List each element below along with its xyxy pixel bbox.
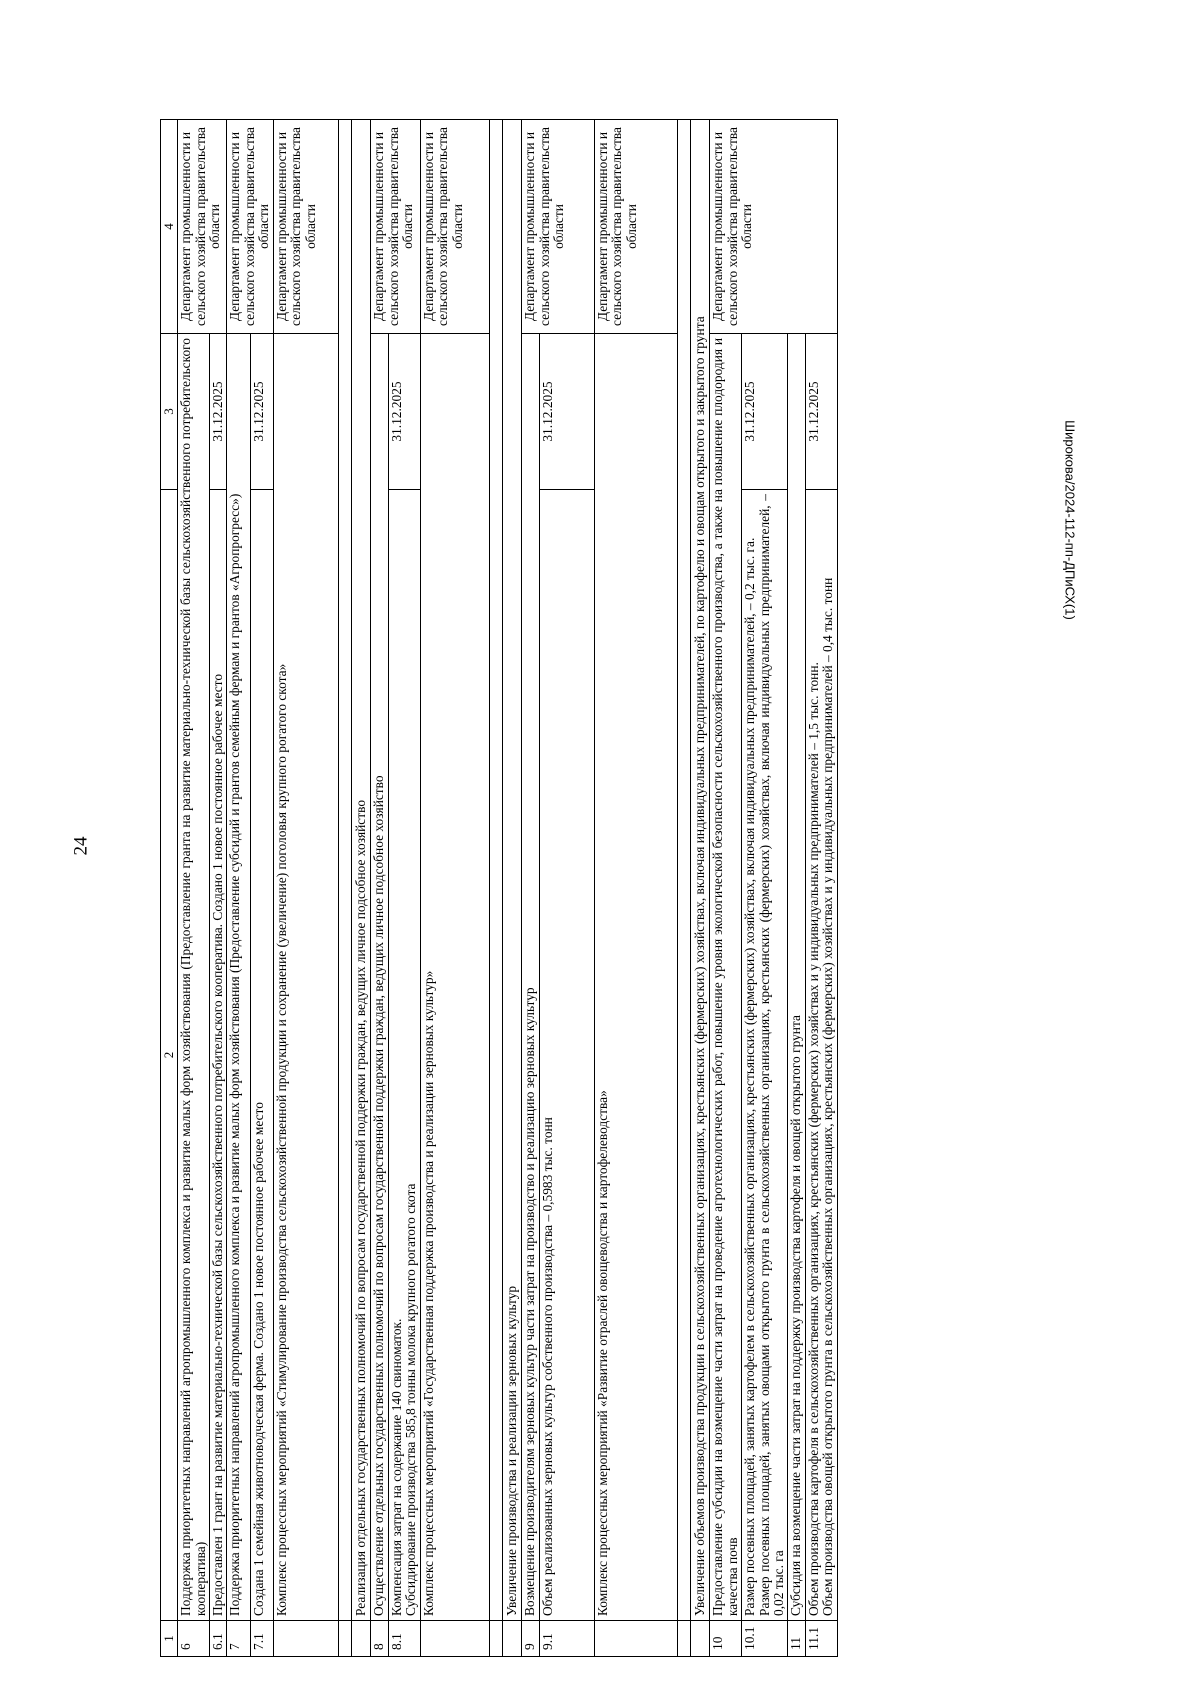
responsible-department: Департамент промышленности и сельского хозяйства правительства области	[371, 120, 420, 334]
table-row	[227, 120, 250, 1657]
text-line: Объем производства овощей открытого грунта в сельскохозяйственных организациях, крестьянских (фермерских) хозяйствах и у индивидуальных предпринимателей – 0,4 тыс. тонн	[820, 577, 836, 1616]
row-number: 11	[788, 1621, 805, 1657]
responsible-department: Департамент промышленности и сельского хозяйства правительства области	[710, 120, 838, 334]
complex-title: Комплекс процессных мероприятий «Государственная поддержка производства и реализации зерновых культур»	[420, 334, 489, 1621]
row-number: 7.1	[250, 1621, 273, 1657]
row-number: 9	[522, 1621, 539, 1657]
table-row	[388, 120, 420, 1657]
footer-text: Широкова/2024-112-пп-ДПиСХ(1)	[1062, 420, 1078, 620]
row-text	[250, 490, 273, 1621]
table-row	[178, 120, 210, 1657]
document-footer	[1050, 290, 1090, 750]
table-row	[594, 120, 677, 1657]
section-title: Увеличение производства и реализации зерновых культур	[502, 120, 521, 1621]
row-number: 6	[178, 1621, 210, 1657]
row-text: Возмещение производителям зерновых культур части затрат на производство и реализацию зерновых культур	[522, 334, 539, 1621]
text-line: Компенсация затрат на содержание 140 свиноматок.	[388, 1318, 404, 1616]
page-number: 24	[70, 836, 92, 856]
column-number: 4	[161, 120, 178, 334]
row-number: 8	[371, 1621, 388, 1657]
due-date: 31.12.2025	[250, 334, 273, 490]
responsible-department: Департамент промышленности и сельского хозяйства правительства области	[178, 120, 227, 334]
row-text	[388, 490, 420, 1621]
table-row	[209, 120, 226, 1657]
due-date: 31.12.2025	[805, 334, 837, 490]
table-row	[788, 120, 805, 1657]
row-text	[178, 334, 210, 1621]
responsible-department: Департамент промышленности и сельского хозяйства правительства области	[420, 120, 489, 334]
complex-title: Комплекс процессных мероприятий «Развитие отраслей овощеводства и картофелеводства»	[594, 334, 677, 1621]
section-title	[690, 120, 709, 1621]
responsible-department: Департамент промышленности и сельского хозяйства правительства области	[273, 120, 338, 334]
table-row	[805, 120, 837, 1657]
text-line: Субсидирование производства 585,8 тонны молока крупного рогатого скота	[403, 1183, 419, 1616]
text-line: Размер посевных площадей, занятых овощами открытого грунта в сельскохозяйственных организациях, крестьянских (фермерских) хозяйствах, включая индивидуальных предпринимателей, – 0,02 тыс. га	[756, 494, 786, 1616]
row-text	[805, 490, 837, 1621]
section-title: Реализация отдельных государственных полномочий по вопросам государственной поддержки граждан, ведущих личное подсобное хозяйство	[351, 120, 370, 1621]
due-date: 31.12.2025	[742, 334, 788, 490]
text-line: Создана 1 семейная животноводческая ферма. Создано 1 новое постоянное рабочее место	[250, 1102, 266, 1616]
spacer-row	[489, 120, 502, 1657]
section-row	[690, 120, 709, 1657]
row-number: 10	[710, 1621, 742, 1657]
complex-title	[273, 334, 338, 1621]
table-row	[710, 120, 742, 1657]
text-line: Объем производства картофеля в сельскохозяйственных организациях, крестьянских (фермерских) хозяйствах и у индивидуальных предпринимателей – 1,5 тыс. тонн.	[805, 662, 821, 1616]
row-text: Объем реализованных зерновых культур собственного производства – 0,5983 тыс. тонн	[539, 490, 594, 1621]
text-line: Поддержка приоритетных направлений агропромышленного комплекса и развитие малых форм хозяйствования (Предоставление гранта на развитие материально-технической базы сельскохозяйственного потребительского кооператива)	[178, 338, 208, 1616]
text-line: Размер посевных площадей, занятых картофелем в сельскохозяйственных организациях, крестьянских (фермерских) хозяйствах, включая индивидуальных предпринимателей, – 0,2 тыс. га.	[742, 537, 758, 1616]
row-text: Осуществление отдельных государственных полномочий по вопросам государственной поддержки граждан, ведущих личное подсобное хозяйство	[371, 334, 388, 1621]
text-line: Предоставление субсидии на возмещение части затрат на проведение агротехнологических работ, повышение уровня экологической безопасности сельскохозяйственного производства, а также на повышение плодородия и качества почв	[710, 338, 740, 1616]
table-row	[742, 120, 788, 1657]
row-text	[742, 490, 788, 1621]
section-row	[502, 120, 521, 1657]
row-number: 8.1	[388, 1621, 420, 1657]
row-number: 11.1	[805, 1621, 837, 1657]
rotated-content	[160, 120, 1036, 1657]
due-date: 31.12.2025	[388, 334, 420, 490]
measures-table	[160, 119, 838, 1657]
row-text: Субсидия на возмещение части затрат на поддержку производства картофеля и овощей открытого грунта	[788, 334, 805, 1621]
text-line: Комплекс процессных мероприятий «Стимулирование производства сельскохозяйственной продукции и сохранение (увеличение) поголовья крупного рогатого скота»	[273, 663, 289, 1616]
section-row	[351, 120, 370, 1657]
spacer-row	[677, 120, 690, 1657]
row-number: 9.1	[539, 1621, 594, 1657]
table-row	[250, 120, 273, 1657]
row-number: 10.1	[742, 1621, 788, 1657]
responsible-department: Департамент промышленности и сельского хозяйства правительства области	[594, 120, 677, 334]
text-line: Увеличение объемов производства продукции в сельскохозяйственных организациях, крестьянских (фермерских) хозяйствах, включая индивидуальных предпринимателей, по картофелю и овощам открытого и закрытого грунта	[691, 316, 707, 1616]
responsible-department: Департамент промышленности и сельского хозяйства правительства области	[227, 120, 273, 334]
row-number: 6.1	[209, 1621, 226, 1657]
table-row	[539, 120, 594, 1657]
row-text	[710, 334, 742, 1621]
text-line: Поддержка приоритетных направлений агропромышленного комплекса и развитие малых форм хозяйствования (Предоставление субсидий и грантов семейным фермам и грантов «Агропрогресс»)	[227, 493, 243, 1616]
table-row	[371, 120, 388, 1657]
column-number: 2	[161, 490, 178, 1621]
due-date: 31.12.2025	[209, 334, 226, 490]
text-line: Предоставлен 1 грант на развитие материально-технической базы сельскохозяйственного потребительского кооператива. Создано 1 новое постоянное рабочее место	[209, 673, 225, 1616]
table-row	[522, 120, 539, 1657]
responsible-department: Департамент промышленности и сельского хозяйства правительства области	[522, 120, 594, 334]
spacer-row	[338, 120, 351, 1657]
column-number: 3	[161, 334, 178, 490]
column-number-row	[161, 120, 178, 1657]
row-text	[227, 334, 250, 1621]
due-date: 31.12.2025	[539, 334, 594, 490]
table-row	[420, 120, 489, 1657]
column-number: 1	[161, 1621, 178, 1657]
table-row	[273, 120, 338, 1657]
row-text	[209, 490, 226, 1621]
row-number: 7	[227, 1621, 250, 1657]
